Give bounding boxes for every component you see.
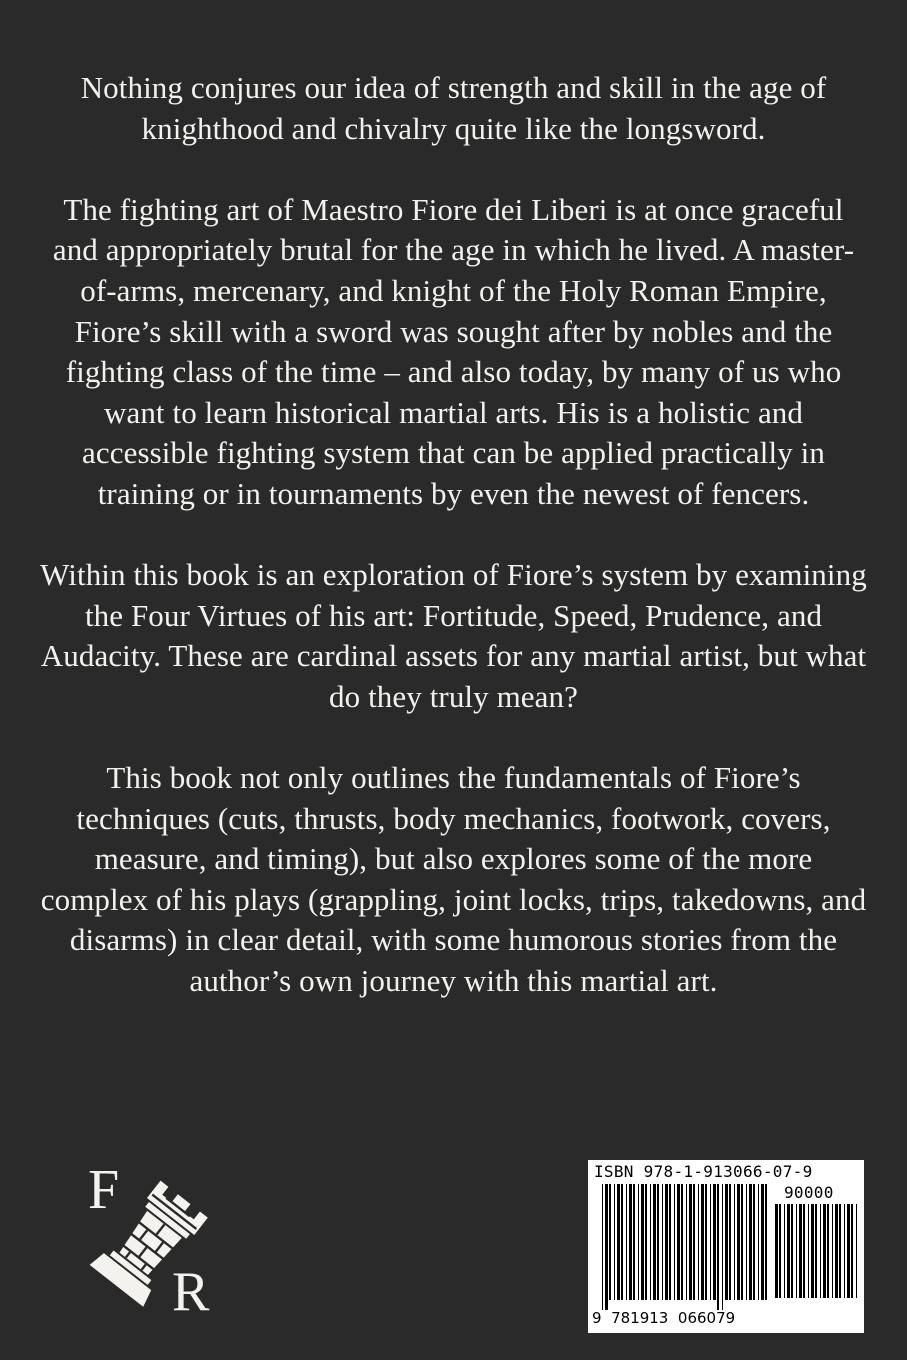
barcode-bar xyxy=(645,1184,647,1300)
barcode-bar xyxy=(839,1204,841,1298)
barcode-bar xyxy=(820,1204,821,1298)
barcode-bar xyxy=(844,1204,845,1298)
barcode-bar xyxy=(657,1184,659,1300)
barcode-bar xyxy=(729,1184,731,1300)
barcode-bar xyxy=(765,1184,767,1300)
barcode-bar xyxy=(803,1204,805,1298)
barcode-bar xyxy=(602,1184,603,1310)
ean-left-digits: 781913 xyxy=(611,1309,669,1327)
barcode-bar xyxy=(851,1204,853,1298)
barcode-bar xyxy=(681,1184,683,1300)
barcode-bar xyxy=(827,1204,829,1298)
barcode-bar xyxy=(722,1184,723,1310)
isbn-label: ISBN 978-1-913066-07-9 xyxy=(594,1162,813,1181)
barcode-bar xyxy=(693,1184,695,1300)
barcode-bar xyxy=(856,1204,857,1298)
barcode-bar xyxy=(791,1204,793,1298)
back-cover-blurb xyxy=(40,68,867,1002)
barcode-bar xyxy=(686,1184,687,1300)
barcode-bar xyxy=(741,1184,743,1300)
barcode-bar xyxy=(737,1184,740,1300)
barcode-bar xyxy=(787,1204,790,1298)
blurb-paragraph-2: The fighting art of Maestro Fiore dei Liberi is at once graceful and appropriately brutal for the age in which he lived. A master-of-arms, mercenary, and knight of the Holy Roman Empire, Fiore’s skill with a sword was sought after by nobles and the fighting class of the time – and also today, by many of us who want to learn historical martial arts. His is a holistic and accessible fighting system that can be applied practically in training or in tournaments by even the newest of fencers. xyxy=(52,191,855,511)
blurb-paragraph-4: This book not only outlines the fundamentals of Fiore’s techniques (cuts, thrusts, body mechanics, footwork, covers, measure, and timing), but also explores some of the more complex of his plays (grappling, joint locks, trips, takedowns, and disarms) in clear detail, with some humorous stories from the author’s own journey with this martial art. xyxy=(40,760,867,999)
barcode-bar xyxy=(701,1184,704,1300)
barcode-bar xyxy=(626,1184,627,1300)
barcode-bar xyxy=(677,1184,680,1300)
barcode-bar xyxy=(775,1204,778,1298)
barcode-bar xyxy=(609,1184,611,1300)
ean-first-digit: 9 xyxy=(592,1309,602,1327)
ean-digits xyxy=(592,1309,735,1327)
addon-barcode-bars xyxy=(775,1204,859,1308)
barcode-bar xyxy=(779,1204,781,1298)
blurb-paragraph-3: Within this book is an exploration of Fiore’s system by examining the Four Virtues of his art: Fortitude, Speed, Prudence, and Audacity. These are cardinal assets for any martial artist, but what do they truly mean? xyxy=(40,557,867,714)
barcode-bar xyxy=(650,1184,651,1300)
barcode-bar xyxy=(614,1184,615,1300)
blurb-paragraph-1: Nothing conjures our idea of strength and skill in the age of knighthood and chivalry quite like the longsword. xyxy=(80,70,827,146)
barcode-bar xyxy=(761,1184,764,1300)
barcode-bar xyxy=(621,1184,623,1300)
barcode-bar xyxy=(662,1184,663,1300)
barcode-bar xyxy=(669,1184,671,1300)
barcode-bar xyxy=(799,1204,802,1298)
barcode-bar xyxy=(638,1184,639,1300)
barcode-bar xyxy=(796,1204,797,1298)
barcode-bar xyxy=(641,1184,644,1300)
barcode-bar xyxy=(629,1184,632,1300)
barcode-bar xyxy=(710,1184,711,1300)
price-code: 90000 xyxy=(784,1183,834,1202)
barcode-bar xyxy=(784,1204,785,1298)
barcode-bar xyxy=(689,1184,692,1300)
barcode-bar xyxy=(653,1184,656,1300)
barcode-bar xyxy=(847,1204,850,1298)
barcode-bar xyxy=(823,1204,826,1298)
barcode-bar xyxy=(832,1204,833,1298)
barcode-bar xyxy=(746,1184,747,1300)
barcode-bar xyxy=(811,1204,814,1298)
barcode-bar xyxy=(753,1184,755,1300)
ean-right-digits: 066079 xyxy=(677,1309,736,1327)
barcode-bar xyxy=(713,1184,716,1300)
barcode-bar xyxy=(605,1184,608,1310)
barcode-bar xyxy=(665,1184,668,1300)
barcode-bar xyxy=(705,1184,707,1300)
chess-rook-icon xyxy=(80,1160,230,1320)
barcode-bar xyxy=(815,1204,817,1298)
publisher-logo xyxy=(80,1160,230,1320)
barcode-bar xyxy=(617,1184,620,1300)
logo-letter-r: R xyxy=(172,1261,210,1320)
barcode-bar xyxy=(633,1184,635,1300)
logo-letter-f: F xyxy=(88,1160,120,1221)
isbn-barcode xyxy=(588,1160,864,1333)
barcode-bar xyxy=(758,1184,759,1300)
barcode-bar xyxy=(835,1204,838,1298)
barcode-bar xyxy=(749,1184,752,1300)
barcode-bar xyxy=(734,1184,735,1300)
barcode-bar xyxy=(698,1184,699,1300)
ean-barcode-bars xyxy=(602,1184,770,1310)
barcode-bar xyxy=(725,1184,728,1300)
barcode-bar xyxy=(717,1184,719,1310)
barcode-bar xyxy=(674,1184,675,1300)
barcode-bar xyxy=(808,1204,809,1298)
